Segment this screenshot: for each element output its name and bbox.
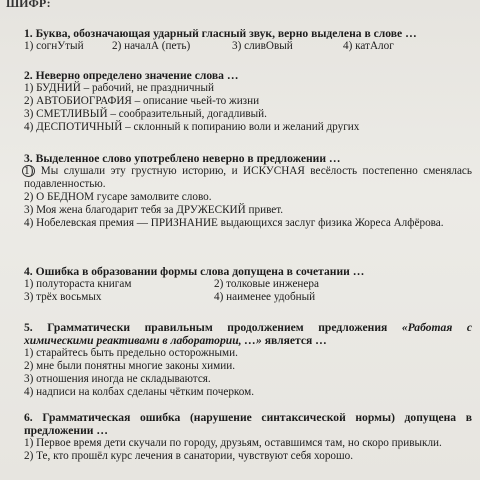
q3-option-4[interactable]: 4) Нобелевская премия — ПРИЗНАНИЕ выдающихся заслуг физика Жореса Алфёрова. (24, 217, 444, 229)
q1-option-1[interactable]: 1) согнУтый (24, 40, 84, 52)
q2-option-2[interactable]: 2) АВТОБИОГРАФИЯ – описание чьей-то жизни (24, 95, 260, 107)
q5-option-2[interactable]: 2) мне были понятны многие законы химии. (24, 360, 235, 372)
question-5-title-end: является … (261, 334, 327, 347)
question-5-title-start: 5. Грамматически правильным продолжением предложения (24, 321, 402, 334)
question-5-title-quote: «Работая с химическими реактивами в лаборатории, …» (24, 321, 472, 347)
q3-option-3[interactable]: 3) Моя жена благодарит тебя за ДРУЖЕСКИЙ привет. (24, 204, 284, 216)
question-5-title (24, 321, 472, 347)
question-2-title: 2. Неверно определено значение слова … (24, 69, 239, 82)
question-1-title: 1. Буква, обозначающая ударный гласный звук, верно выделена в слове … (24, 27, 417, 40)
question-5 (24, 321, 472, 399)
question-6 (24, 411, 472, 463)
q1-option-2[interactable]: 2) началА (петь) (112, 40, 191, 52)
question-1 (24, 27, 472, 53)
q1-option-4[interactable]: 4) катАлог (343, 40, 394, 52)
q4-option-4[interactable]: 4) наименее удобный (214, 291, 316, 303)
q3-option-2[interactable]: 2) О БЕДНОМ гусаре замолвите слово. (24, 191, 212, 203)
q4-option-3[interactable]: 3) трёх восьмых (24, 291, 102, 303)
q1-option-3[interactable]: 3) сливОвый (232, 40, 293, 52)
q4-option-1[interactable]: 1) полутораста книгам (24, 278, 132, 290)
question-1-options (24, 40, 472, 53)
q3-option-1-marker: 1) (24, 165, 34, 177)
q5-option-3[interactable]: 3) отношения иногда не складываются. (24, 373, 211, 385)
page-header: ШИФР: (6, 0, 51, 10)
q3-option-1[interactable] (24, 165, 472, 191)
question-6-title: 6. Грамматическая ошибка (нарушение синтаксической нормы) допущена в предложении … (24, 411, 472, 437)
question-3-title: 3. Выделенное слово употреблено неверно в предложении … (24, 152, 341, 165)
q2-option-3[interactable]: 3) СМЕТЛИВЫЙ – сообразительный, догадливый. (24, 108, 267, 120)
q6-option-2[interactable]: 2) Те, кто прошёл курс лечения в санатории, чувствуют себя хорошо. (24, 450, 354, 462)
question-4 (24, 265, 472, 304)
question-4-title: 4. Ошибка в образовании формы слова допущена в сочетании … (24, 265, 365, 278)
question-3 (24, 152, 472, 230)
q5-option-4[interactable]: 4) надписи на колбах сделаны чётким почерком. (24, 386, 255, 398)
q4-option-2[interactable]: 2) толковые инженера (214, 278, 319, 290)
q3-option-1-text: Мы слушали эту грустную историю, и ИСКУСНАЯ весёлость постепенно сменялась подавленностью. (24, 165, 472, 190)
question-4-options (24, 278, 472, 304)
question-2 (24, 69, 472, 134)
q6-option-1[interactable]: 1) Первое время дети скучали по городу, друзьям, оставшимся там, но скоро привыкли. (24, 437, 442, 449)
q2-option-1[interactable]: 1) БУДНИЙ – рабочий, не праздничный (24, 82, 215, 94)
q2-option-4[interactable]: 4) ДЕСПОТИЧНЫЙ – склонный к попиранию воли и желаний других (24, 121, 360, 133)
q5-option-1[interactable]: 1) старайтесь быть предельно осторожными. (24, 347, 238, 359)
